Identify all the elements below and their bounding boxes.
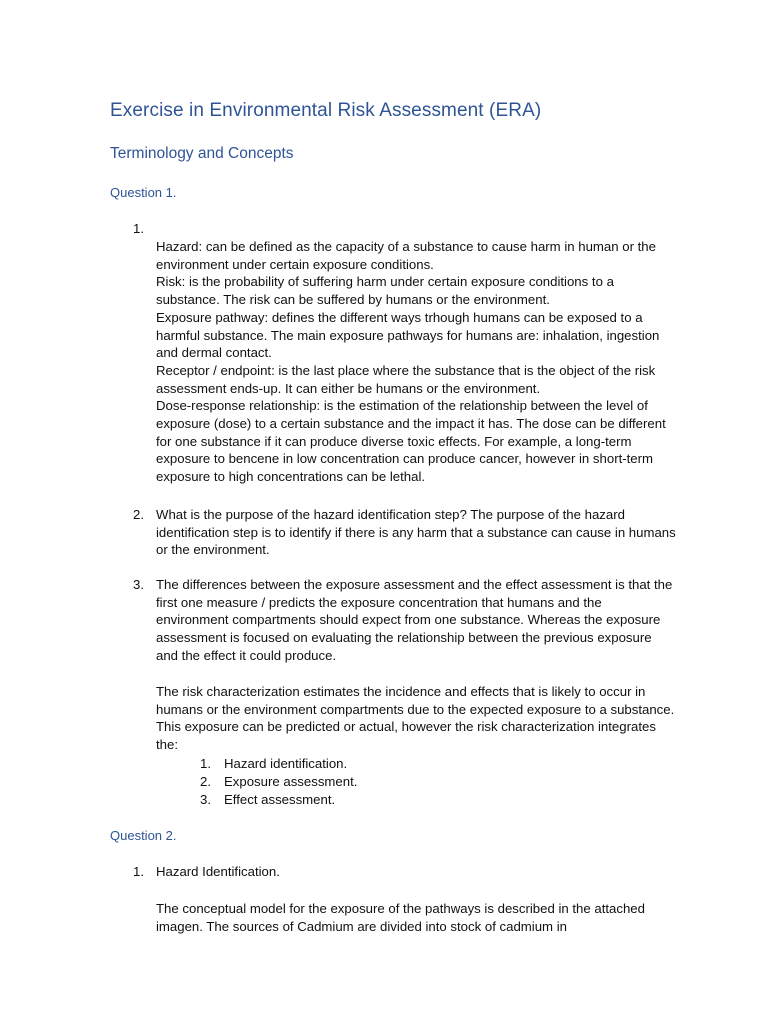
q1-item2-text: What is the purpose of the hazard identification step? The purpose of the hazard identification step is to identify if there is any harm that a substance can cause in humans or the environment.	[156, 507, 676, 558]
q2-item1-paragraph: The conceptual model for the exposure of the pathways is described in the attached imagen. The sources of Cadmium are divided into stock of cadmium in	[156, 901, 645, 934]
definition-hazard: Hazard: can be defined as the capacity of a substance to cause harm in human or the environment under certain exposure conditions.	[156, 239, 656, 272]
q2-item1-title: Hazard Identification.	[156, 864, 280, 879]
question-2-heading: Question 2.	[110, 828, 177, 843]
document-title: Exercise in Environmental Risk Assessment (ERA)	[110, 100, 542, 121]
sublist-item-exposure-assessment: Exposure assessment.	[224, 774, 358, 789]
q1-item1-number: 1.	[133, 221, 144, 236]
q1-item3-number: 3.	[133, 577, 144, 592]
definition-receptor: Receptor / endpoint: is the last place where the substance that is the object of the risk assessment ends-up. It can either be humans or the environment.	[156, 362, 656, 396]
definition-exposure-pathway: Exposure pathway: defines the different ways trhough humans can be exposed to a harmful substance. The main exposure pathways for humans are: inhalation, ingestion and dermal contact.	[156, 309, 660, 361]
definition-risk: Risk: is the probability of suffering harm under certain exposure conditions to a substance. The risk can be suffered by humans or the environment.	[156, 274, 614, 308]
sublist-number-1: 1.	[200, 756, 211, 771]
q2-item1-number: 1.	[133, 864, 144, 879]
sublist-item-effect-assessment: Effect assessment.	[224, 792, 336, 807]
q1-item3-text: The differences between the exposure assessment and the effect assessment is that the first one measure / predicts the exposure concentration that humans and the environment compartments should expect from one substance. Whereas the exposure assessment is focused on evaluating the relationship between the previous exposure and the effect it could produce.	[156, 577, 673, 663]
q1-item1-definitions	[156, 238, 676, 486]
document-subtitle: Terminology and Concepts	[110, 145, 294, 162]
q1-item3-paragraph2: The risk characterization estimates the incidence and effects that is likely to occur in humans or the environment compartments due to the expected exposure to a substance. This exposure can be predicted or actual, however the risk characterization integrates the:	[156, 684, 675, 753]
definition-dose-response: Dose-response relationship: is the estimation of the relationship between the level of exposure (dose) to a certain substance and the impact it has. The dose can be different for one substance if it can produce diverse toxic effects. For example, a long-term exposure to bencene in low concentration can produce cancer, however in short-term exposure to high concentrations can be lethal.	[156, 398, 666, 485]
sublist-number-2: 2.	[200, 774, 211, 789]
sublist-item-hazard-identification: Hazard identification.	[224, 756, 348, 771]
question-1-heading: Question 1.	[110, 185, 177, 200]
q1-item2-number: 2.	[133, 507, 144, 522]
sublist-number-3: 3.	[200, 792, 211, 807]
